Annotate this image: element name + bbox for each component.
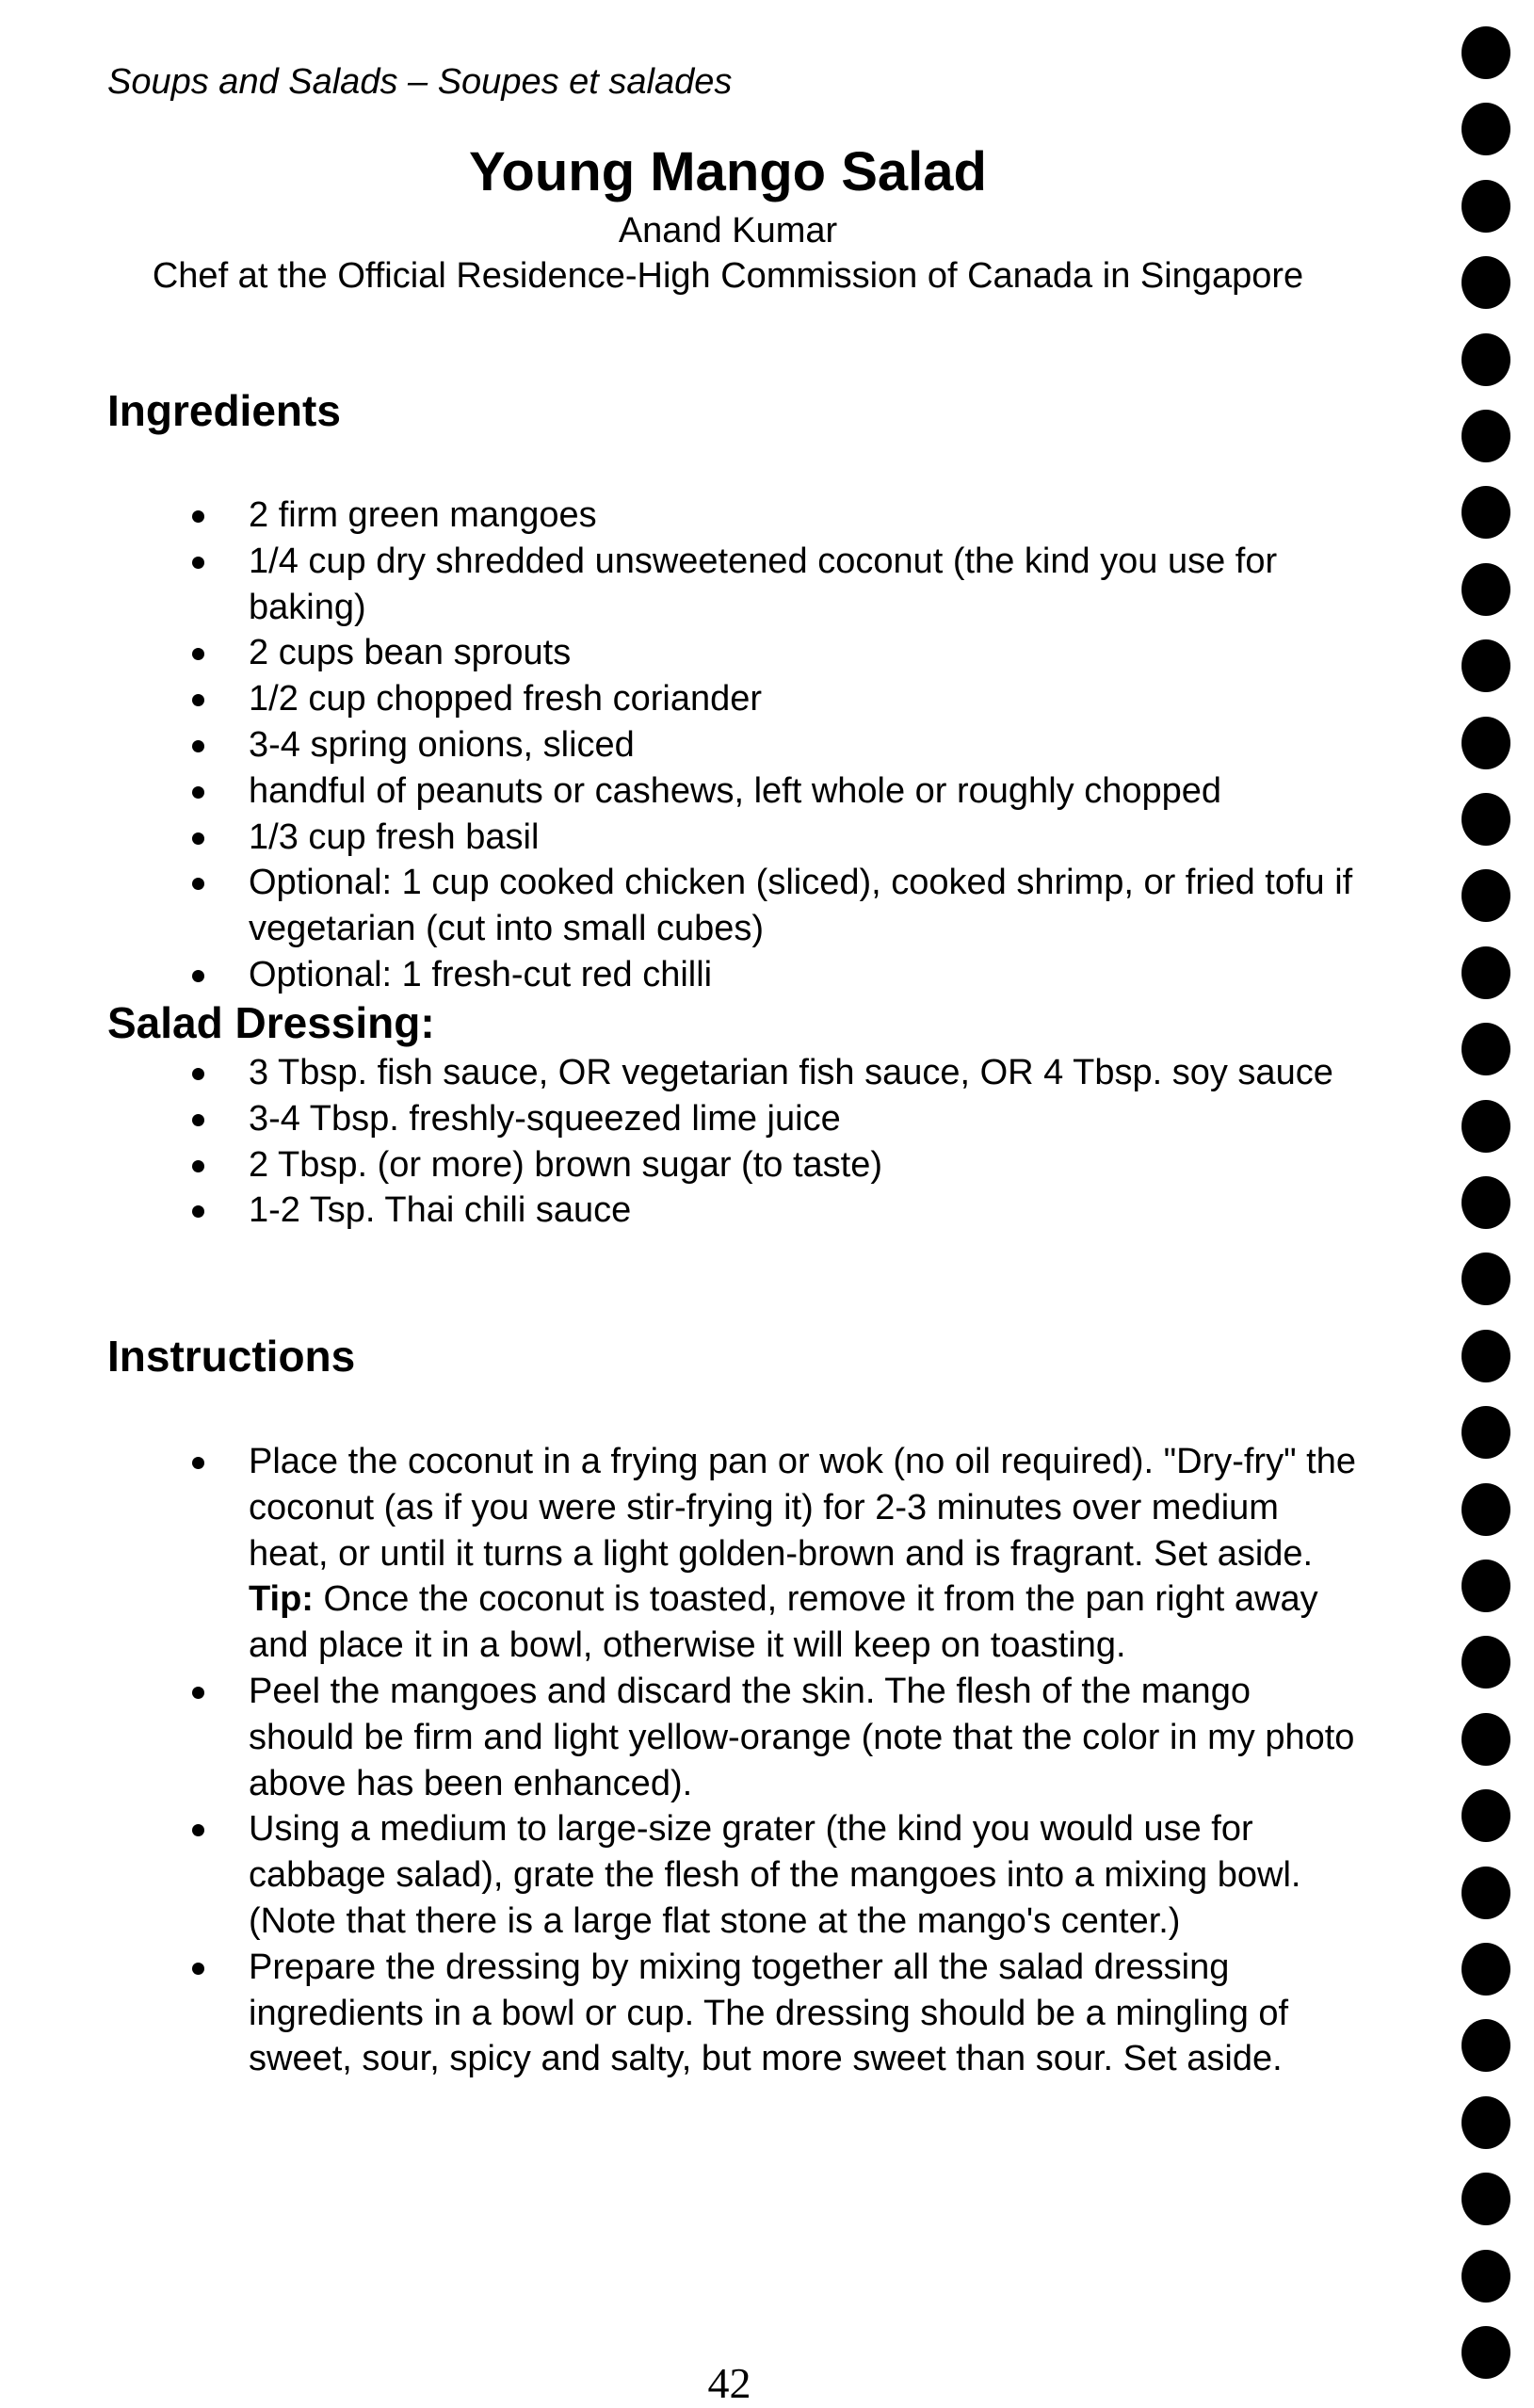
instruction-tip-text: Once the coconut is toasted, remove it from the pan right away and place it in a bowl, otherwise it will keep on toasting. xyxy=(249,1579,1318,1666)
list-item xyxy=(179,493,1365,539)
ingredient-text: 1/2 cup chopped fresh coriander xyxy=(249,679,763,719)
binding-hole-icon xyxy=(1461,180,1510,233)
ingredients-list xyxy=(179,493,1365,998)
binding-hole-icon xyxy=(1461,1100,1510,1153)
binding-hole-icon xyxy=(1461,1713,1510,1766)
binding-hole-icon xyxy=(1461,1406,1510,1459)
binding-hole-icon xyxy=(1461,333,1510,386)
binding-hole-icon xyxy=(1461,946,1510,999)
bullet-icon xyxy=(192,1824,204,1836)
bullet-icon xyxy=(192,1160,204,1172)
binding-hole-icon xyxy=(1461,1867,1510,1919)
binding-hole-icon xyxy=(1461,1330,1510,1382)
instructions-list xyxy=(179,1439,1365,2082)
binding-hole-icon xyxy=(1461,2250,1510,2303)
list-item xyxy=(179,1096,1365,1142)
binding-hole-icon xyxy=(1461,256,1510,309)
bullet-icon xyxy=(192,1205,204,1218)
binding-hole-icon xyxy=(1461,2096,1510,2149)
list-item xyxy=(179,539,1365,631)
bullet-icon xyxy=(192,1963,204,1975)
list-item xyxy=(179,1050,1365,1096)
dressing-text: 1-2 Tsp. Thai chili sauce xyxy=(249,1190,632,1231)
bullet-icon xyxy=(192,1457,204,1469)
list-item xyxy=(179,815,1365,861)
binding-hole-icon xyxy=(1461,563,1510,616)
recipe-title: Young Mango Salad xyxy=(469,141,987,202)
list-item xyxy=(179,630,1365,676)
binding-hole-icon xyxy=(1461,103,1510,155)
bullet-icon xyxy=(192,878,204,890)
binding-hole-icon xyxy=(1461,639,1510,692)
bullet-icon xyxy=(192,740,204,752)
ingredient-text: Optional: 1 fresh-cut red chilli xyxy=(249,954,713,994)
dressing-text: 2 Tbsp. (or more) brown sugar (to taste) xyxy=(249,1144,882,1185)
binding-hole-icon xyxy=(1461,1252,1510,1305)
bullet-icon xyxy=(192,510,204,523)
dressing-text: 3-4 Tbsp. freshly-squeezed lime juice xyxy=(249,1098,841,1139)
ingredient-text: 2 cups bean sprouts xyxy=(249,633,572,673)
ingredient-text: Optional: 1 cup cooked chicken (sliced), cooked shrimp, or fried tofu if vegetarian (cut into small cubes) xyxy=(249,863,1353,949)
dressing-text: 3 Tbsp. fish sauce, OR vegetarian fish sauce, OR 4 Tbsp. soy sauce xyxy=(249,1053,1333,1092)
list-item xyxy=(179,860,1365,952)
ingredient-text: handful of peanuts or cashews, left whole or roughly chopped xyxy=(249,770,1221,811)
list-item xyxy=(179,1188,1365,1234)
ingredients-heading: Ingredients xyxy=(107,386,341,435)
binding-hole-icon xyxy=(1461,1560,1510,1612)
binding-hole-icon xyxy=(1461,26,1510,79)
bullet-icon xyxy=(192,1687,204,1699)
binding-hole-icon xyxy=(1461,1636,1510,1689)
list-item xyxy=(179,676,1365,722)
recipe-author: Anand Kumar xyxy=(618,211,838,250)
bullet-icon xyxy=(192,557,204,569)
list-item xyxy=(179,1439,1365,1669)
binding-hole-icon xyxy=(1461,1943,1510,1996)
binding-hole-icon xyxy=(1461,1023,1510,1075)
recipe-affiliation: Chef at the Official Residence-High Commission of Canada in Singapore xyxy=(152,256,1304,296)
instruction-text: Prepare the dressing by mixing together all the salad dressing ingredients in a bowl or cup. The dressing should be a mingling of sweet, sour, spicy and salty, but more sweet than sour. Set aside. xyxy=(249,1947,1289,2079)
bullet-icon xyxy=(192,970,204,982)
dressing-list xyxy=(179,1050,1365,1234)
page-number: 42 xyxy=(707,2359,751,2407)
binding-hole-icon xyxy=(1461,1789,1510,1842)
binding-hole-icon xyxy=(1461,793,1510,846)
instruction-text: Place the coconut in a frying pan or wok (no oil required). "Dry-fry" the coconut (as if you were stir-frying it) for 2-3 minutes over medium heat, or until it turns a light golden-brown and is fragrant. Set aside. xyxy=(249,1442,1356,1574)
title-block xyxy=(141,137,1315,299)
binding-hole-icon xyxy=(1461,1176,1510,1229)
binding-hole-icon xyxy=(1461,410,1510,462)
bullet-icon xyxy=(192,648,204,660)
binding-hole-icon xyxy=(1461,869,1510,922)
spiral-binding xyxy=(1458,26,1514,2400)
bullet-icon xyxy=(192,1114,204,1126)
binding-hole-icon xyxy=(1461,2326,1510,2379)
binding-hole-icon xyxy=(1461,2173,1510,2225)
tip-label: Tip: xyxy=(249,1579,314,1620)
binding-hole-icon xyxy=(1461,1483,1510,1536)
section-header: Soups and Salads – Soupes et salades xyxy=(107,62,733,102)
list-item xyxy=(179,1142,1365,1188)
bullet-icon xyxy=(192,832,204,845)
list-item xyxy=(179,1806,1365,1944)
ingredient-text: 1/3 cup fresh basil xyxy=(249,816,540,857)
ingredient-text: 1/4 cup dry shredded unsweetened coconut (the kind you use for baking) xyxy=(249,541,1278,627)
dressing-heading: Salad Dressing: xyxy=(107,998,435,1047)
list-item xyxy=(179,768,1365,815)
bullet-icon xyxy=(192,694,204,706)
binding-hole-icon xyxy=(1461,717,1510,769)
list-item xyxy=(179,1669,1365,1806)
list-item xyxy=(179,722,1365,768)
bullet-icon xyxy=(192,1068,204,1080)
binding-hole-icon xyxy=(1461,2019,1510,2072)
list-item xyxy=(179,952,1365,998)
ingredient-text: 3-4 spring onions, sliced xyxy=(249,724,635,765)
instruction-text: Peel the mangoes and discard the skin. The flesh of the mango should be firm and light yellow-orange (note that the color in my photo above has been enhanced). xyxy=(249,1671,1355,1803)
instruction-text: Using a medium to large-size grater (the kind you would use for cabbage salad), grate the flesh of the mangoes into a mixing bowl. (Note that there is a large flat stone at the mango's center.) xyxy=(249,1809,1301,1941)
binding-hole-icon xyxy=(1461,486,1510,539)
ingredient-text: 2 firm green mangoes xyxy=(249,495,597,535)
list-item xyxy=(179,1945,1365,2082)
bullet-icon xyxy=(192,786,204,799)
instructions-heading: Instructions xyxy=(107,1332,356,1381)
